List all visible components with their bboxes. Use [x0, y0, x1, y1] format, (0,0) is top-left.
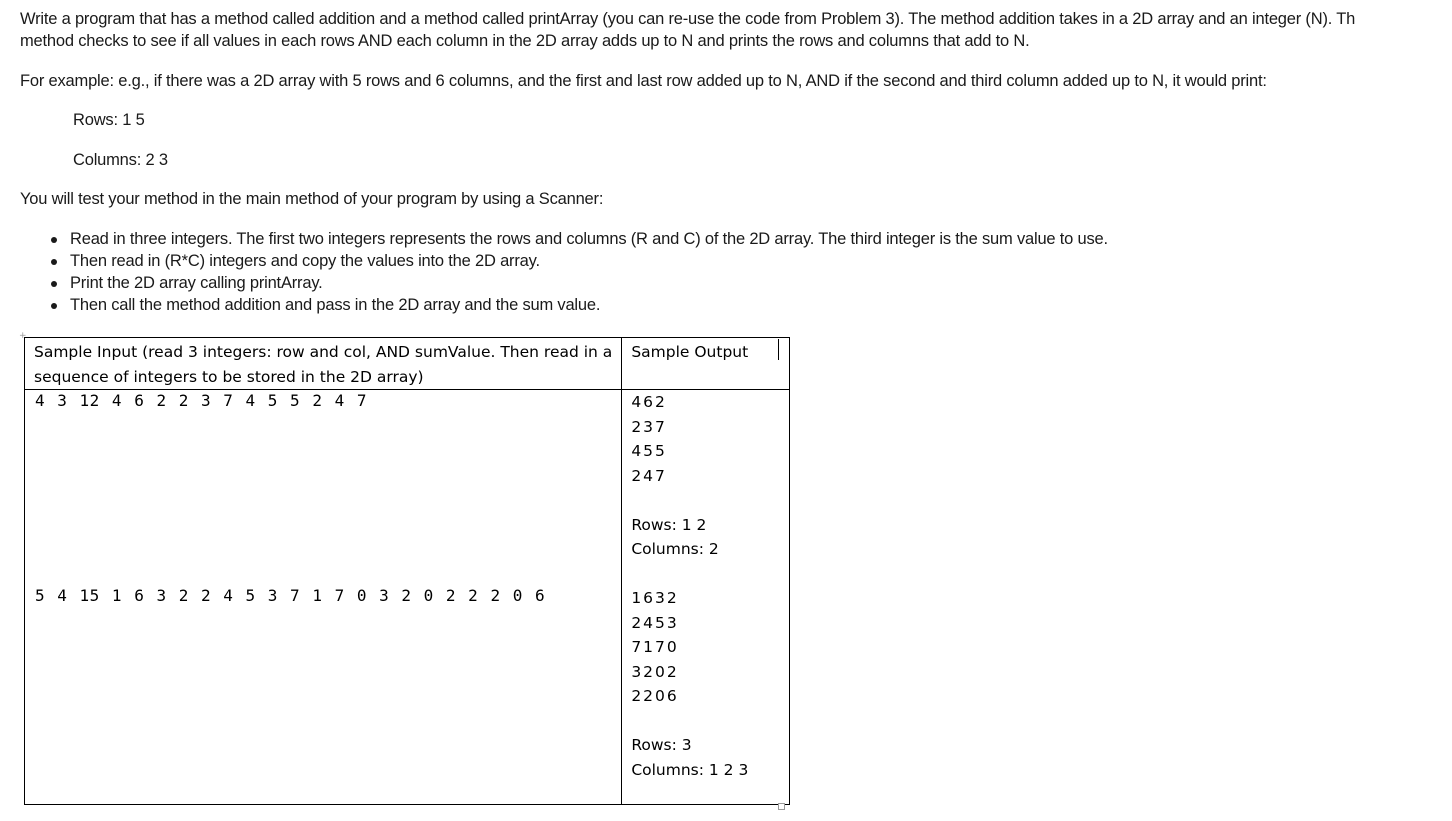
example-rows: Rows: 1 5: [73, 111, 145, 129]
output-rows-label: Rows: 3: [631, 736, 692, 754]
bullet-icon: [51, 259, 57, 265]
output-array-row: 237: [631, 417, 667, 436]
bullet-text: Print the 2D array calling printArray.: [70, 274, 323, 292]
output-array-row: 2453: [631, 613, 679, 632]
sample-table-container: [24, 337, 790, 805]
output-rows-label: Rows: 1 2: [631, 515, 707, 534]
intro-line-2: method checks to see if all values in each rows AND each column in the 2D array adds up to N and prints the rows and columns that add to N.: [20, 32, 1030, 50]
output-array-row: 3202: [631, 662, 679, 681]
output-array-row: 1632: [631, 589, 679, 607]
instruction-bullet-list: [20, 228, 1452, 316]
output-array-row: 7170: [631, 638, 679, 656]
sample-input-2: 5 4 15 1 6 3 2 2 4 5 3 7 1 7 0 3 2 0 2 2 2 0 6: [35, 586, 546, 605]
bullet-icon: [51, 281, 57, 287]
header-input-cell[interactable]: [25, 338, 622, 390]
text-cursor: [778, 339, 779, 360]
intro-line-1: Write a program that has a method called addition and a method called printArray (you can re-use the code from Problem 3). The method addition takes in a 2D array and an integer (N). Th: [20, 10, 1356, 28]
bullet-item: [20, 228, 1452, 250]
header-input-line-1: Sample Input (read 3 integers: row and col, AND sumValue. Then read in a: [34, 343, 613, 361]
table-header-row: [25, 338, 790, 390]
table-resize-handle-icon[interactable]: [778, 803, 785, 810]
output-columns-label: Columns: 2: [631, 540, 719, 558]
bullet-text: Read in three integers. The first two integers represents the rows and columns (R and C) of the 2D array. The third integer is the sum value to use.: [70, 230, 1108, 248]
header-output-label: Sample Output: [631, 343, 749, 361]
sample-input-cell[interactable]: [25, 390, 622, 805]
bullet-item: [20, 294, 1452, 316]
header-output-cell[interactable]: [622, 338, 790, 390]
header-input-line-2: sequence of integers to be stored in the 2D array): [34, 367, 424, 386]
table-row: [25, 390, 790, 805]
output-array-row: 462: [631, 393, 667, 411]
bullet-text: Then call the method addition and pass in the 2D array and the sum value.: [70, 296, 601, 314]
output-columns-label: Columns: 1 2 3: [631, 760, 749, 779]
sample-output-cell[interactable]: [622, 390, 790, 805]
scanner-paragraph: You will test your method in the main method of your program by using a Scanner:: [20, 190, 604, 208]
output-array-row: 2206: [631, 687, 679, 705]
bullet-item: [20, 272, 1452, 294]
bullet-item: [20, 250, 1452, 272]
output-array-row: 455: [631, 442, 667, 460]
sample-io-table[interactable]: [24, 337, 790, 805]
sample-output-2: [631, 586, 748, 782]
sample-input-1: 4 3 12 4 6 2 2 3 7 4 5 5 2 4 7: [35, 391, 367, 410]
bullet-text: Then read in (R*C) integers and copy the values into the 2D array.: [70, 252, 540, 270]
example-columns: Columns: 2 3: [73, 151, 168, 169]
document-body: [20, 8, 1452, 316]
bullet-icon: [51, 303, 57, 309]
sample-output-1: [631, 390, 718, 562]
example-paragraph: For example: e.g., if there was a 2D array with 5 rows and 6 columns, and the first and last row added up to N, AND if the second and third column added up to N, it would print:: [20, 72, 1267, 90]
output-array-row: 247: [631, 466, 667, 485]
table-move-handle-icon[interactable]: +: [19, 331, 27, 341]
bullet-icon: [51, 237, 57, 243]
